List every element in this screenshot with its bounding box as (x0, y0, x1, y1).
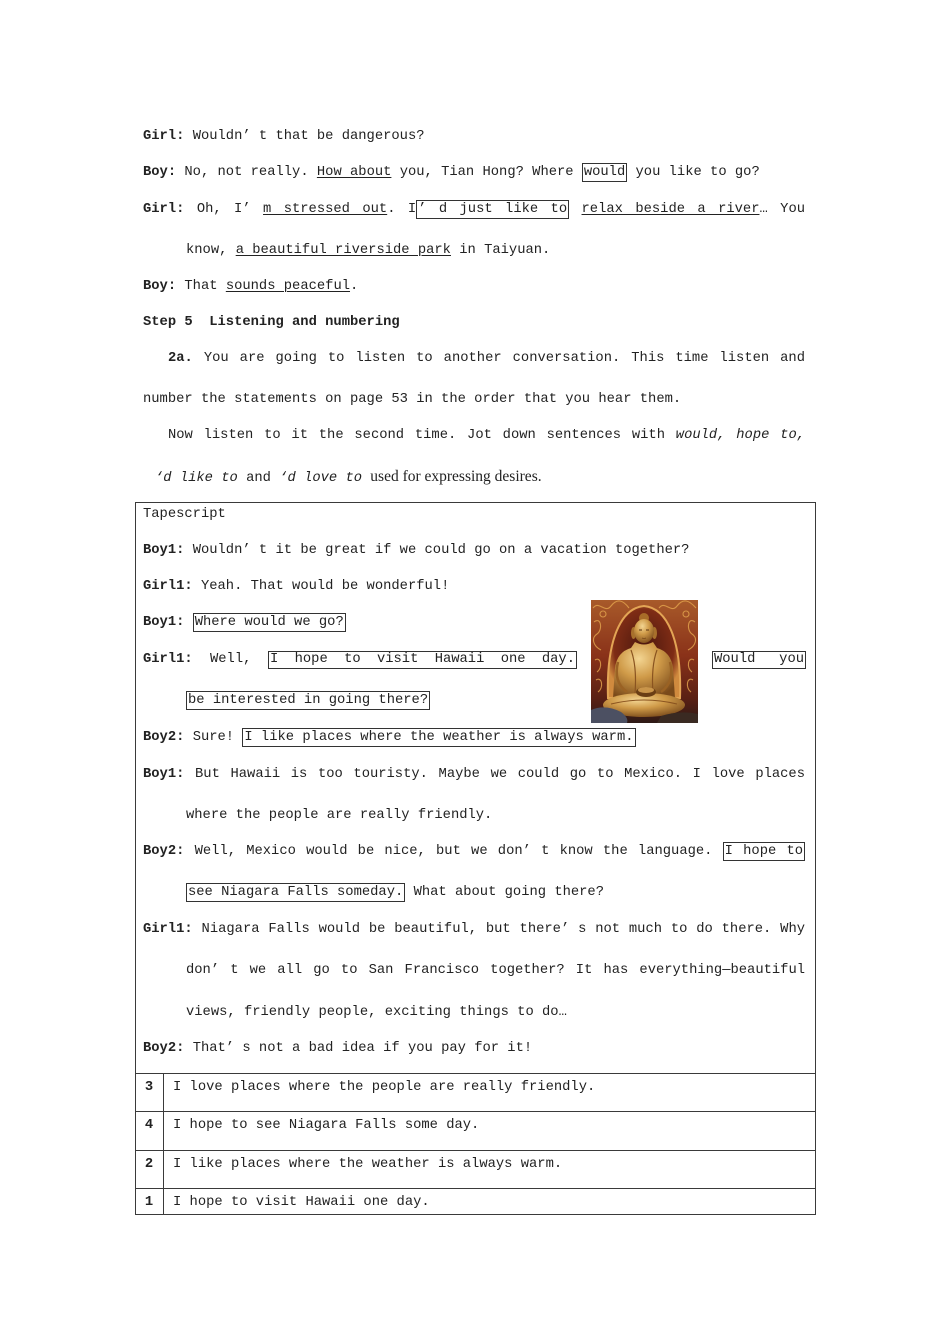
tapescript-line (143, 577, 449, 597)
order-number: 4 (135, 1112, 164, 1150)
tapescript-line (0, 650, 950, 670)
order-statement: I like places where the weather is always warm. (173, 1157, 563, 1172)
dialogue-text: Sure! (192, 730, 235, 745)
table-row (135, 1073, 816, 1111)
step-heading (143, 313, 400, 333)
dialogue-text: No, not really. (184, 165, 309, 180)
order-statement: I hope to visit Hawaii one day. (173, 1195, 430, 1210)
dialogue-line (143, 200, 805, 220)
task-instruction-line (168, 426, 805, 446)
dialogue-text: . I (387, 202, 417, 217)
dialogue-text: That (184, 279, 218, 294)
table-row (135, 1150, 816, 1188)
tapescript-line (143, 765, 805, 785)
boxed-phrase: would (583, 165, 626, 180)
order-number: 2 (135, 1151, 164, 1188)
dialogue-text: Well, (210, 652, 252, 667)
speaker-label: Girl1: (143, 579, 193, 594)
task-label: 2a. (168, 351, 193, 366)
task-text: used for expressing desires. (370, 468, 542, 485)
dialogue-text: know, (186, 243, 228, 258)
tapescript-line (143, 613, 346, 633)
speaker-label: Boy1: (143, 615, 185, 630)
speaker-label: Boy: (143, 165, 177, 180)
order-number: 1 (135, 1189, 164, 1214)
boxed-phrase: see Niagara Falls someday. (188, 885, 404, 900)
dialogue-text: Wouldn’ t it be great if we could go on a vacation together? (192, 543, 690, 558)
task-text: and (246, 471, 271, 486)
task-text: number the statements on page 53 in the order that you hear them. (143, 392, 682, 407)
boxed-phrase: I like places where the weather is always warm. (244, 730, 634, 745)
tapescript-line-continued (186, 883, 604, 903)
speaker-label: Girl1: (143, 652, 193, 667)
tapescript-title-text: Tapescript (143, 507, 226, 522)
underlined-phrase: a beautiful riverside park (235, 243, 451, 258)
buddha-statue-image (591, 600, 698, 723)
speaker-label: Girl1: (143, 922, 193, 937)
speaker-label: Girl: (143, 129, 185, 144)
boxed-phrase: I hope to visit Hawaii one day. (270, 652, 575, 667)
speaker-label: Boy1: (143, 543, 185, 558)
dialogue-text: … You (759, 202, 805, 217)
tapescript-line-continued (186, 806, 492, 826)
underlined-phrase: relax beside a river (581, 202, 760, 217)
task-text: You are going to listen to another conversation. This time listen and (203, 351, 805, 366)
boxed-phrase: ’ d just like to (418, 202, 568, 217)
underlined-phrase: sounds peaceful (225, 279, 351, 294)
task-text: Now listen to it the second time. Jot down sentences with (168, 428, 665, 443)
dialogue-text: Wouldn’ t that be dangerous? (192, 129, 425, 144)
dialogue-text: where the people are really friendly. (186, 808, 493, 823)
dialogue-line-continued (186, 241, 550, 261)
table-row (135, 1111, 816, 1150)
boxed-phrase: Where would we go? (194, 615, 344, 630)
tapescript-line-continued (186, 961, 805, 981)
italic-keywords: would, hope to, (675, 428, 805, 443)
task-instruction-line (168, 349, 805, 369)
dialogue-text: you, Tian Hong? Where (399, 165, 574, 180)
tapescript-line (143, 541, 689, 561)
order-statement: I hope to see Niagara Falls some day. (173, 1118, 480, 1133)
dialogue-text: What about going there? (413, 885, 604, 900)
dialogue-text: Well, Mexico would be nice, but we don’ t know the language. (194, 844, 713, 859)
dialogue-text: But Hawaii is too touristy. Maybe we could go to Mexico. I love places (195, 767, 805, 782)
tapescript-line-continued (186, 691, 430, 711)
dialogue-text: Niagara Falls would be beautiful, but there’ s not much to do there. Why (201, 922, 805, 937)
boxed-phrase: be interested in going there? (188, 693, 429, 708)
speaker-label: Boy1: (143, 767, 185, 782)
tapescript-line (143, 842, 805, 862)
boxed-phrase: Would you (714, 652, 804, 667)
task-instruction-line (143, 390, 681, 410)
tapescript-line (143, 1039, 532, 1059)
dialogue-text: views, friendly people, exciting things to do… (186, 1005, 567, 1020)
dialogue-text: . (350, 279, 359, 294)
underlined-phrase: How about (316, 165, 392, 180)
order-statement: I love places where the people are really friendly. (173, 1080, 596, 1095)
step-heading-text: Step 5 Listening and numbering (143, 315, 400, 330)
italic-keywords: ‘d like to (155, 471, 238, 486)
table-row (135, 1188, 816, 1214)
dialogue-text: you like to go? (635, 165, 760, 180)
underlined-phrase: m stressed out (263, 202, 388, 217)
tapescript-line (143, 920, 805, 940)
dialogue-line (143, 163, 760, 183)
dialogue-text: don’ t we all go to San Francisco together? It has everything—beautiful (186, 963, 805, 978)
order-number: 3 (135, 1074, 164, 1111)
tapescript-line (143, 728, 636, 748)
ordering-table (135, 1073, 816, 1214)
dialogue-text: That’ s not a bad idea if you pay for it! (192, 1041, 533, 1056)
dialogue-line (143, 277, 358, 297)
task-instruction-line (155, 467, 542, 487)
speaker-label: Boy2: (143, 1041, 185, 1056)
dialogue-line (143, 127, 425, 147)
italic-keywords: ‘d love to (279, 471, 362, 486)
speaker-label: Boy2: (143, 844, 185, 859)
dialogue-text: in Taiyuan. (459, 243, 551, 258)
boxed-phrase: I hope to (724, 844, 804, 859)
speaker-label: Girl: (143, 202, 185, 217)
dialogue-text: Yeah. That would be wonderful! (200, 579, 450, 594)
tapescript-line-continued (186, 1003, 567, 1023)
dialogue-text: Oh, I’ (196, 202, 251, 217)
speaker-label: Boy2: (143, 730, 185, 745)
speaker-label: Boy: (143, 279, 177, 294)
tapescript-title (143, 505, 226, 525)
